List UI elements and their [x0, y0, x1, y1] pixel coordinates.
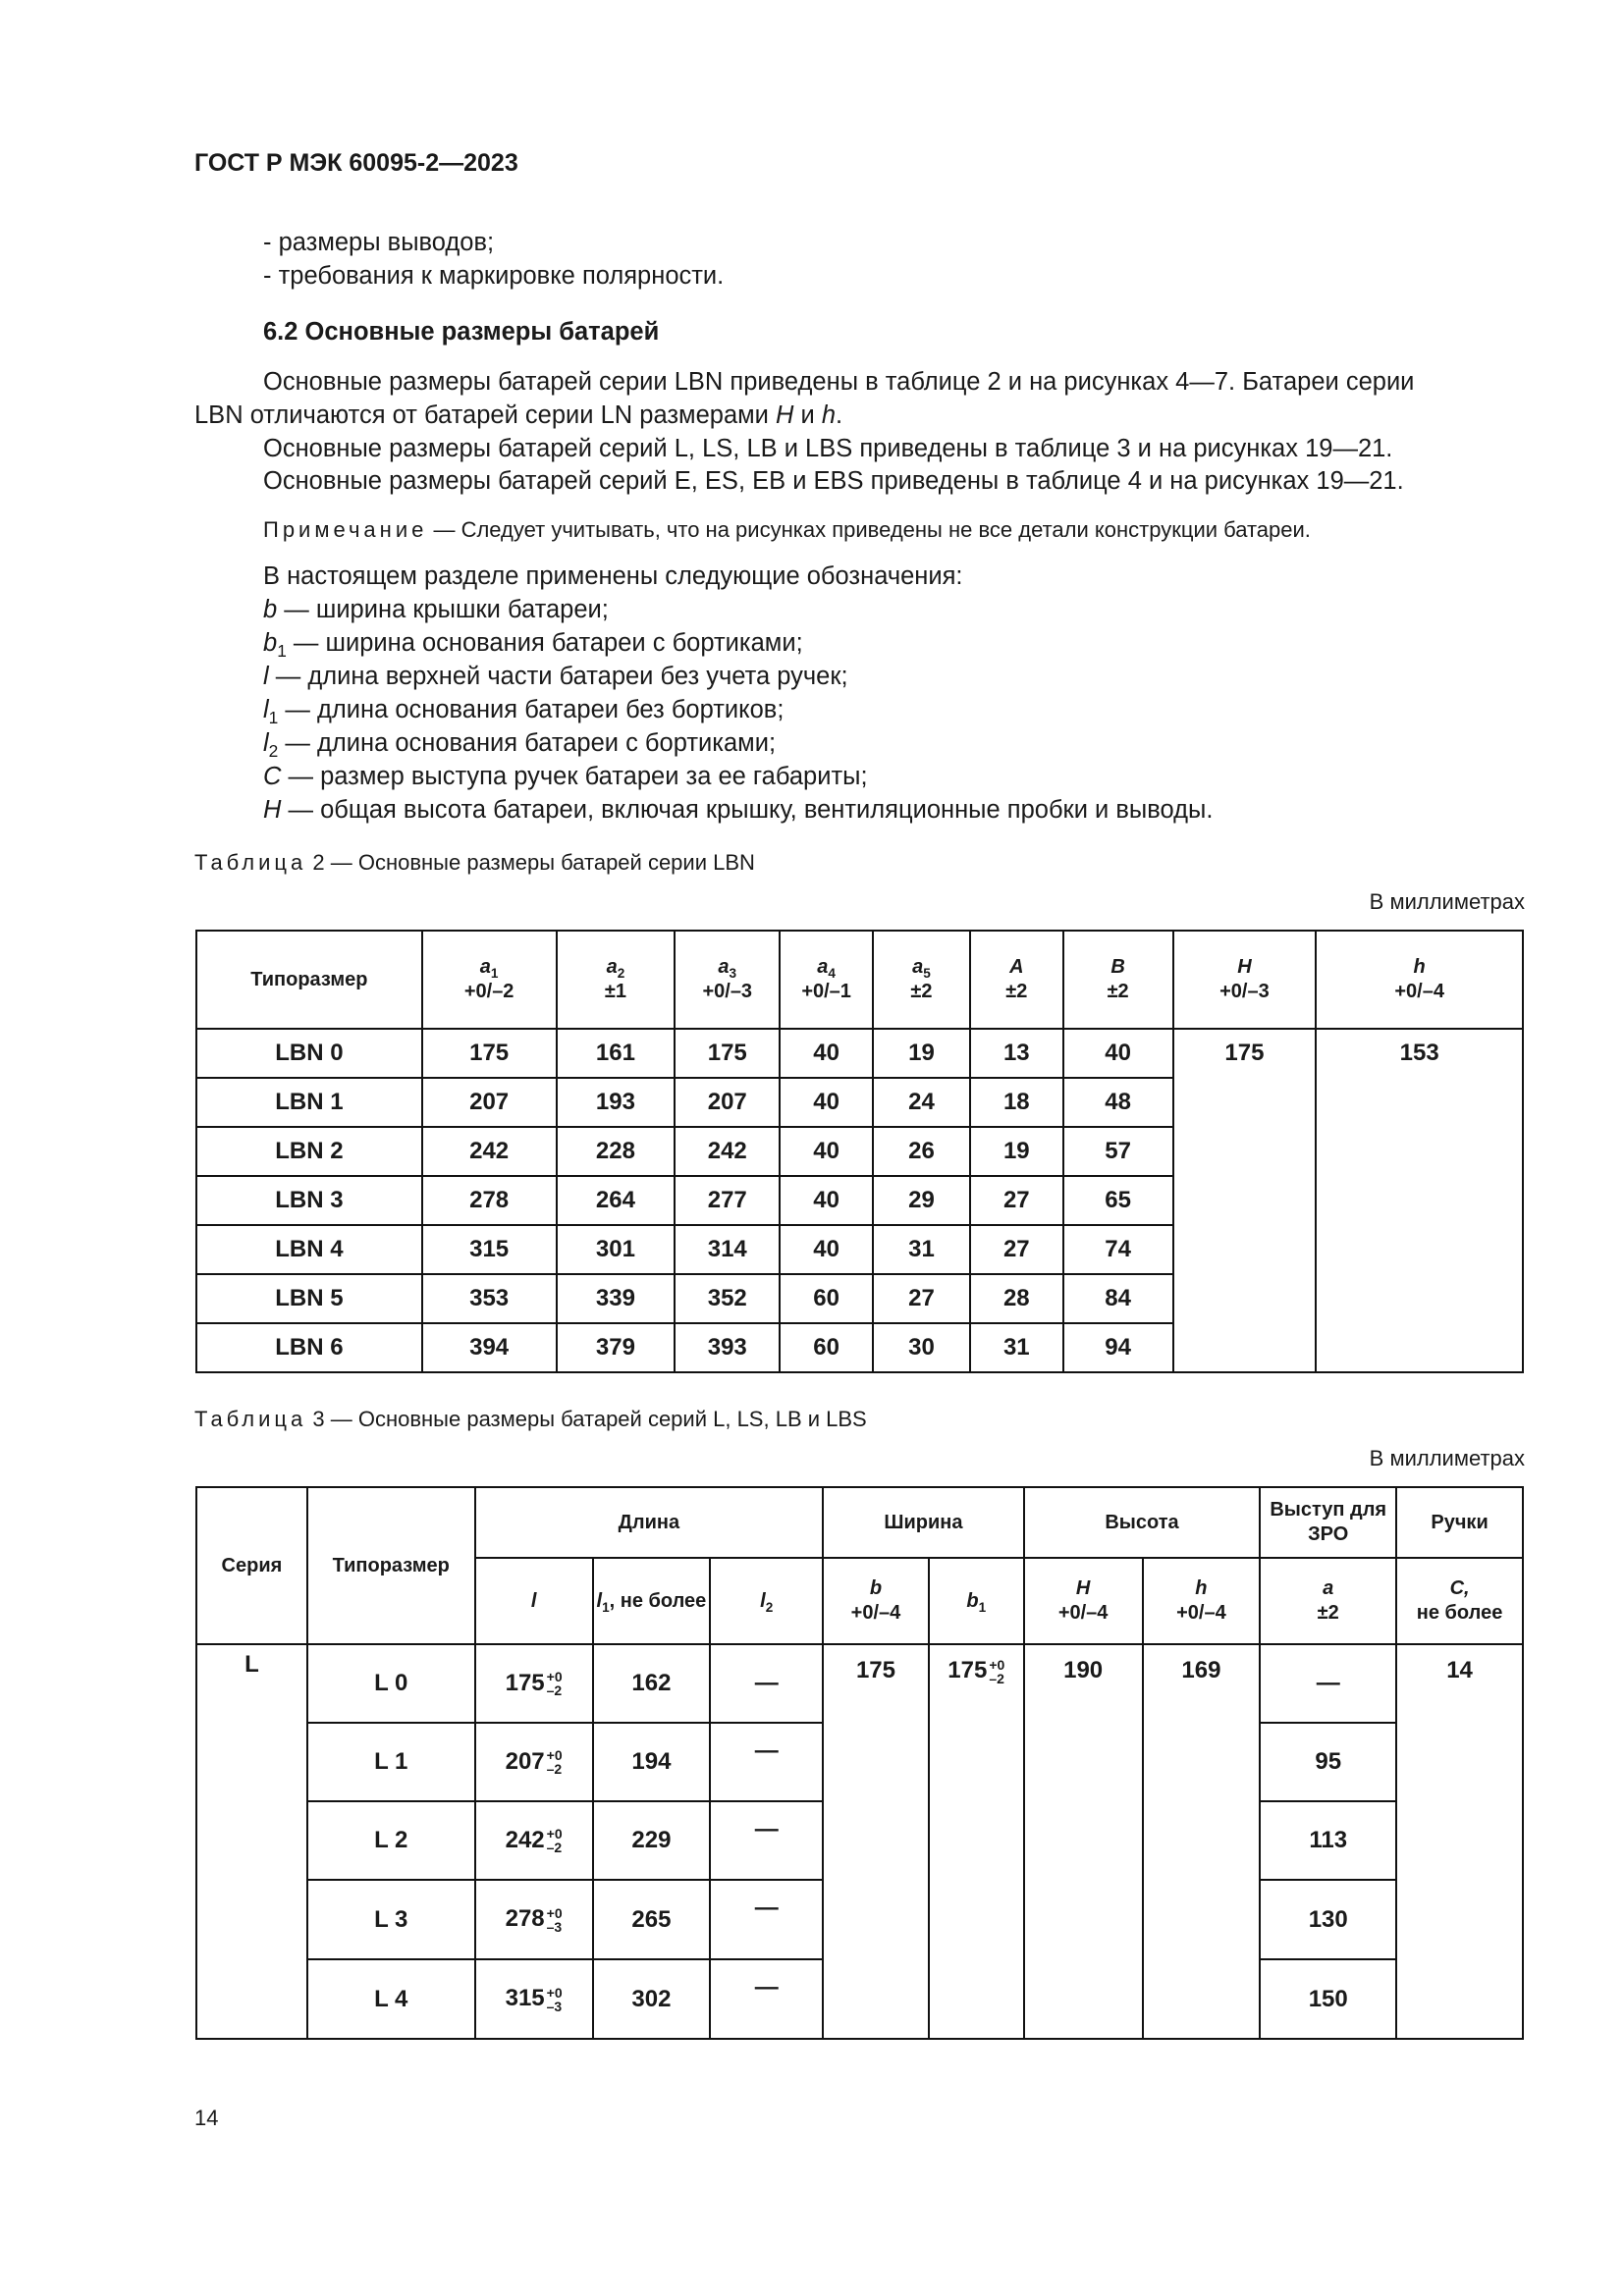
table-cell: L 1 [307, 1723, 475, 1801]
table3-header-protrusion: Выступ для ЗРО [1260, 1487, 1396, 1558]
table3-sub-l1: $l_1$, не более [593, 1558, 711, 1644]
table2-header-col: $a_4$ +0/–1 [780, 931, 873, 1029]
table2-H-value: 175 [1173, 1029, 1317, 1372]
table-cell: 29 [873, 1176, 970, 1225]
table-cell: 65 [1063, 1176, 1173, 1225]
definition-item: H — общая высота батареи, включая крышку, вентиляционные пробки и выводы. [263, 796, 1214, 824]
table3-sub-l2: $l_2$ [710, 1558, 823, 1644]
table-cell: 95 [1260, 1723, 1396, 1801]
definitions-list [263, 593, 1213, 827]
table3-sub-b: b +0/–4 [823, 1558, 929, 1644]
table-cell: 19 [970, 1127, 1063, 1176]
table-cell: L 3 [307, 1880, 475, 1959]
table-cell: 161 [557, 1029, 676, 1078]
table3-header-width: Ширина [823, 1487, 1024, 1558]
table3-caption: Таблица 3 — Основные размеры батарей серий L, LS, LB и LBS [194, 1407, 867, 1431]
definition-item: b — ширина крышки батареи; [263, 596, 609, 623]
table2-header-col: B ±2 [1063, 931, 1173, 1029]
table2-header-col: $a_5$ ±2 [873, 931, 970, 1029]
definition-item: l — длина верхней части батареи без учета ручек; [263, 663, 848, 690]
table-cell: LBN 6 [196, 1323, 422, 1372]
table-cell: 40 [780, 1029, 873, 1078]
table-cell: 48 [1063, 1078, 1173, 1127]
table-cell: L 4 [307, 1959, 475, 2039]
table2-caption: Таблица 2 — Основные размеры батарей серии LBN [194, 850, 755, 875]
table3-sub-b1: $b_1$ [929, 1558, 1024, 1644]
table2-units: В миллиметрах [1369, 889, 1525, 914]
table-cell: 40 [780, 1127, 873, 1176]
table3-b1-value: 175 +0 –2 [929, 1644, 1024, 2039]
table-cell: — [1260, 1644, 1396, 1723]
table-cell: 74 [1063, 1225, 1173, 1274]
table-cell: 175 [422, 1029, 557, 1078]
table-cell: 40 [1063, 1029, 1173, 1078]
table-cell: 229 [593, 1801, 711, 1880]
table-cell: 60 [780, 1323, 873, 1372]
table2-header-col: A ±2 [970, 931, 1063, 1029]
table-row [196, 1029, 1523, 1078]
table3-H-value: 190 [1024, 1644, 1143, 2039]
table-cell: 193 [557, 1078, 676, 1127]
table-cell: L 2 [307, 1801, 475, 1880]
table3-header-type: Типоразмер [307, 1487, 475, 1644]
table3-h-value: 169 [1143, 1644, 1261, 2039]
table3-header-length: Длина [475, 1487, 823, 1558]
table3-header-height: Высота [1024, 1487, 1261, 1558]
table-cell: 28 [970, 1274, 1063, 1323]
table-cell: 31 [970, 1323, 1063, 1372]
table-cell: 207 [675, 1078, 780, 1127]
paragraph-1-line-1: Основные размеры батарей серии LBN приведены в таблице 2 и на рисунках 4—7. Батареи серии [263, 368, 1415, 396]
table-cell: 301 [557, 1225, 676, 1274]
section-title: 6.2 Основные размеры батарей [263, 318, 660, 346]
definition-item: C — размер выступа ручек батареи за ее габариты; [263, 763, 868, 790]
table-cell: 31 [873, 1225, 970, 1274]
table-cell: LBN 4 [196, 1225, 422, 1274]
table3-sub-h: h +0/–4 [1143, 1558, 1261, 1644]
paragraph-3: Основные размеры батарей серий E, ES, EB и EBS приведены в таблице 4 и на рисунках 19—21. [263, 467, 1404, 495]
paragraph-2: Основные размеры батарей серий L, LS, LB и LBS приведены в таблице 3 и на рисунках 19—21. [263, 435, 1393, 462]
table2-header-col: $a_3$ +0/–3 [675, 931, 780, 1029]
table3 [195, 1486, 1524, 2040]
table3-sub-C: C, не более [1396, 1558, 1523, 1644]
table-cell: L 0 [307, 1644, 475, 1723]
table-cell: 113 [1260, 1801, 1396, 1880]
table2-header-col: h +0/–4 [1316, 931, 1523, 1029]
table-cell: — [710, 1644, 823, 1723]
table-cell: 315 [422, 1225, 557, 1274]
table-cell: 27 [970, 1176, 1063, 1225]
table-cell: 277 [675, 1176, 780, 1225]
note-text: — Следует учитывать, что на рисунках приведены не все детали конструкции батареи. [427, 517, 1311, 542]
table3-series-value: L [196, 1644, 307, 2039]
table3-sub-H: H +0/–4 [1024, 1558, 1143, 1644]
definition-item: $l_2$ — длина основания батареи с бортиками; [263, 729, 777, 762]
table-cell: 19 [873, 1029, 970, 1078]
table-cell: 150 [1260, 1959, 1396, 2039]
table-cell: 30 [873, 1323, 970, 1372]
table2-header-col: H +0/–3 [1173, 931, 1317, 1029]
table-cell: 175 [675, 1029, 780, 1078]
table-cell: 379 [557, 1323, 676, 1372]
list-item: - размеры выводов; [263, 229, 495, 256]
table-cell: 40 [780, 1176, 873, 1225]
table-cell: 60 [780, 1274, 873, 1323]
table-cell: 162 [593, 1644, 711, 1723]
table-cell: 40 [780, 1078, 873, 1127]
table3-units: В миллиметрах [1369, 1446, 1525, 1470]
table3-header-series: Серия [196, 1487, 307, 1644]
table2-h-value: 153 [1316, 1029, 1523, 1372]
table-cell: 24 [873, 1078, 970, 1127]
table3-b-value: 175 [823, 1644, 929, 2039]
table-row [196, 1644, 1523, 1723]
table-cell: 194 [593, 1723, 711, 1801]
table-cell: 175 +0 –2 [475, 1644, 593, 1723]
table-cell: 84 [1063, 1274, 1173, 1323]
table-cell: 314 [675, 1225, 780, 1274]
table-cell: LBN 5 [196, 1274, 422, 1323]
table-cell: 264 [557, 1176, 676, 1225]
table-cell: 393 [675, 1323, 780, 1372]
table-cell: 265 [593, 1880, 711, 1959]
definition-item: $b_1$ — ширина основания батареи с бортиками; [263, 629, 803, 662]
table-cell: 315 +0 –3 [475, 1959, 593, 2039]
definition-item: $l_1$ — длина основания батареи без бортиков; [263, 696, 785, 728]
table-cell: 352 [675, 1274, 780, 1323]
table3-header-row [196, 1487, 1523, 1558]
document-header: ГОСТ Р МЭК 60095-2—2023 [194, 149, 518, 177]
table-cell: 353 [422, 1274, 557, 1323]
table2-header-type: Типоразмер [196, 931, 422, 1029]
table3-header-handles: Ручки [1396, 1487, 1523, 1558]
table-cell: 27 [970, 1225, 1063, 1274]
table-cell: 242 [422, 1127, 557, 1176]
table2-header-row [196, 931, 1523, 1029]
paragraph-1-line-2: LBN отличаются от батарей серии LN размерами H и h. [194, 401, 843, 429]
table-cell: 339 [557, 1274, 676, 1323]
table-cell: LBN 3 [196, 1176, 422, 1225]
table3-C-value: 14 [1396, 1644, 1523, 2039]
table-cell: LBN 1 [196, 1078, 422, 1127]
table2 [195, 930, 1524, 1373]
table-cell: 302 [593, 1959, 711, 2039]
table-cell: 18 [970, 1078, 1063, 1127]
table-cell: 207 +0 –2 [475, 1723, 593, 1801]
table-cell: 57 [1063, 1127, 1173, 1176]
table3-sub-a: a ±2 [1260, 1558, 1396, 1644]
table2-header-col: $a_2$ ±1 [557, 931, 676, 1029]
table-cell: — [710, 1723, 823, 1801]
table-cell: LBN 2 [196, 1127, 422, 1176]
table-cell: 40 [780, 1225, 873, 1274]
table-cell: LBN 0 [196, 1029, 422, 1078]
table-cell: 278 [422, 1176, 557, 1225]
definitions-intro: В настоящем разделе применены следующие обозначения: [263, 562, 963, 590]
table-cell: 394 [422, 1323, 557, 1372]
table-cell: 27 [873, 1274, 970, 1323]
table-cell: 207 [422, 1078, 557, 1127]
table-cell: 94 [1063, 1323, 1173, 1372]
page-number: 14 [194, 2106, 219, 2130]
table-cell: — [710, 1801, 823, 1880]
table-cell: 13 [970, 1029, 1063, 1078]
note [263, 513, 1311, 547]
table3-sub-l: l [475, 1558, 593, 1644]
table-cell: 242 +0 –2 [475, 1801, 593, 1880]
note-label: Примечание [263, 517, 428, 542]
table-cell: — [710, 1880, 823, 1959]
table-cell: 278 +0 –3 [475, 1880, 593, 1959]
table-cell: 242 [675, 1127, 780, 1176]
list-item: - требования к маркировке полярности. [263, 262, 725, 290]
table-cell: 130 [1260, 1880, 1396, 1959]
table2-header-col: $a_1$ +0/–2 [422, 931, 557, 1029]
table-cell: — [710, 1959, 823, 2039]
table-cell: 26 [873, 1127, 970, 1176]
table-cell: 228 [557, 1127, 676, 1176]
